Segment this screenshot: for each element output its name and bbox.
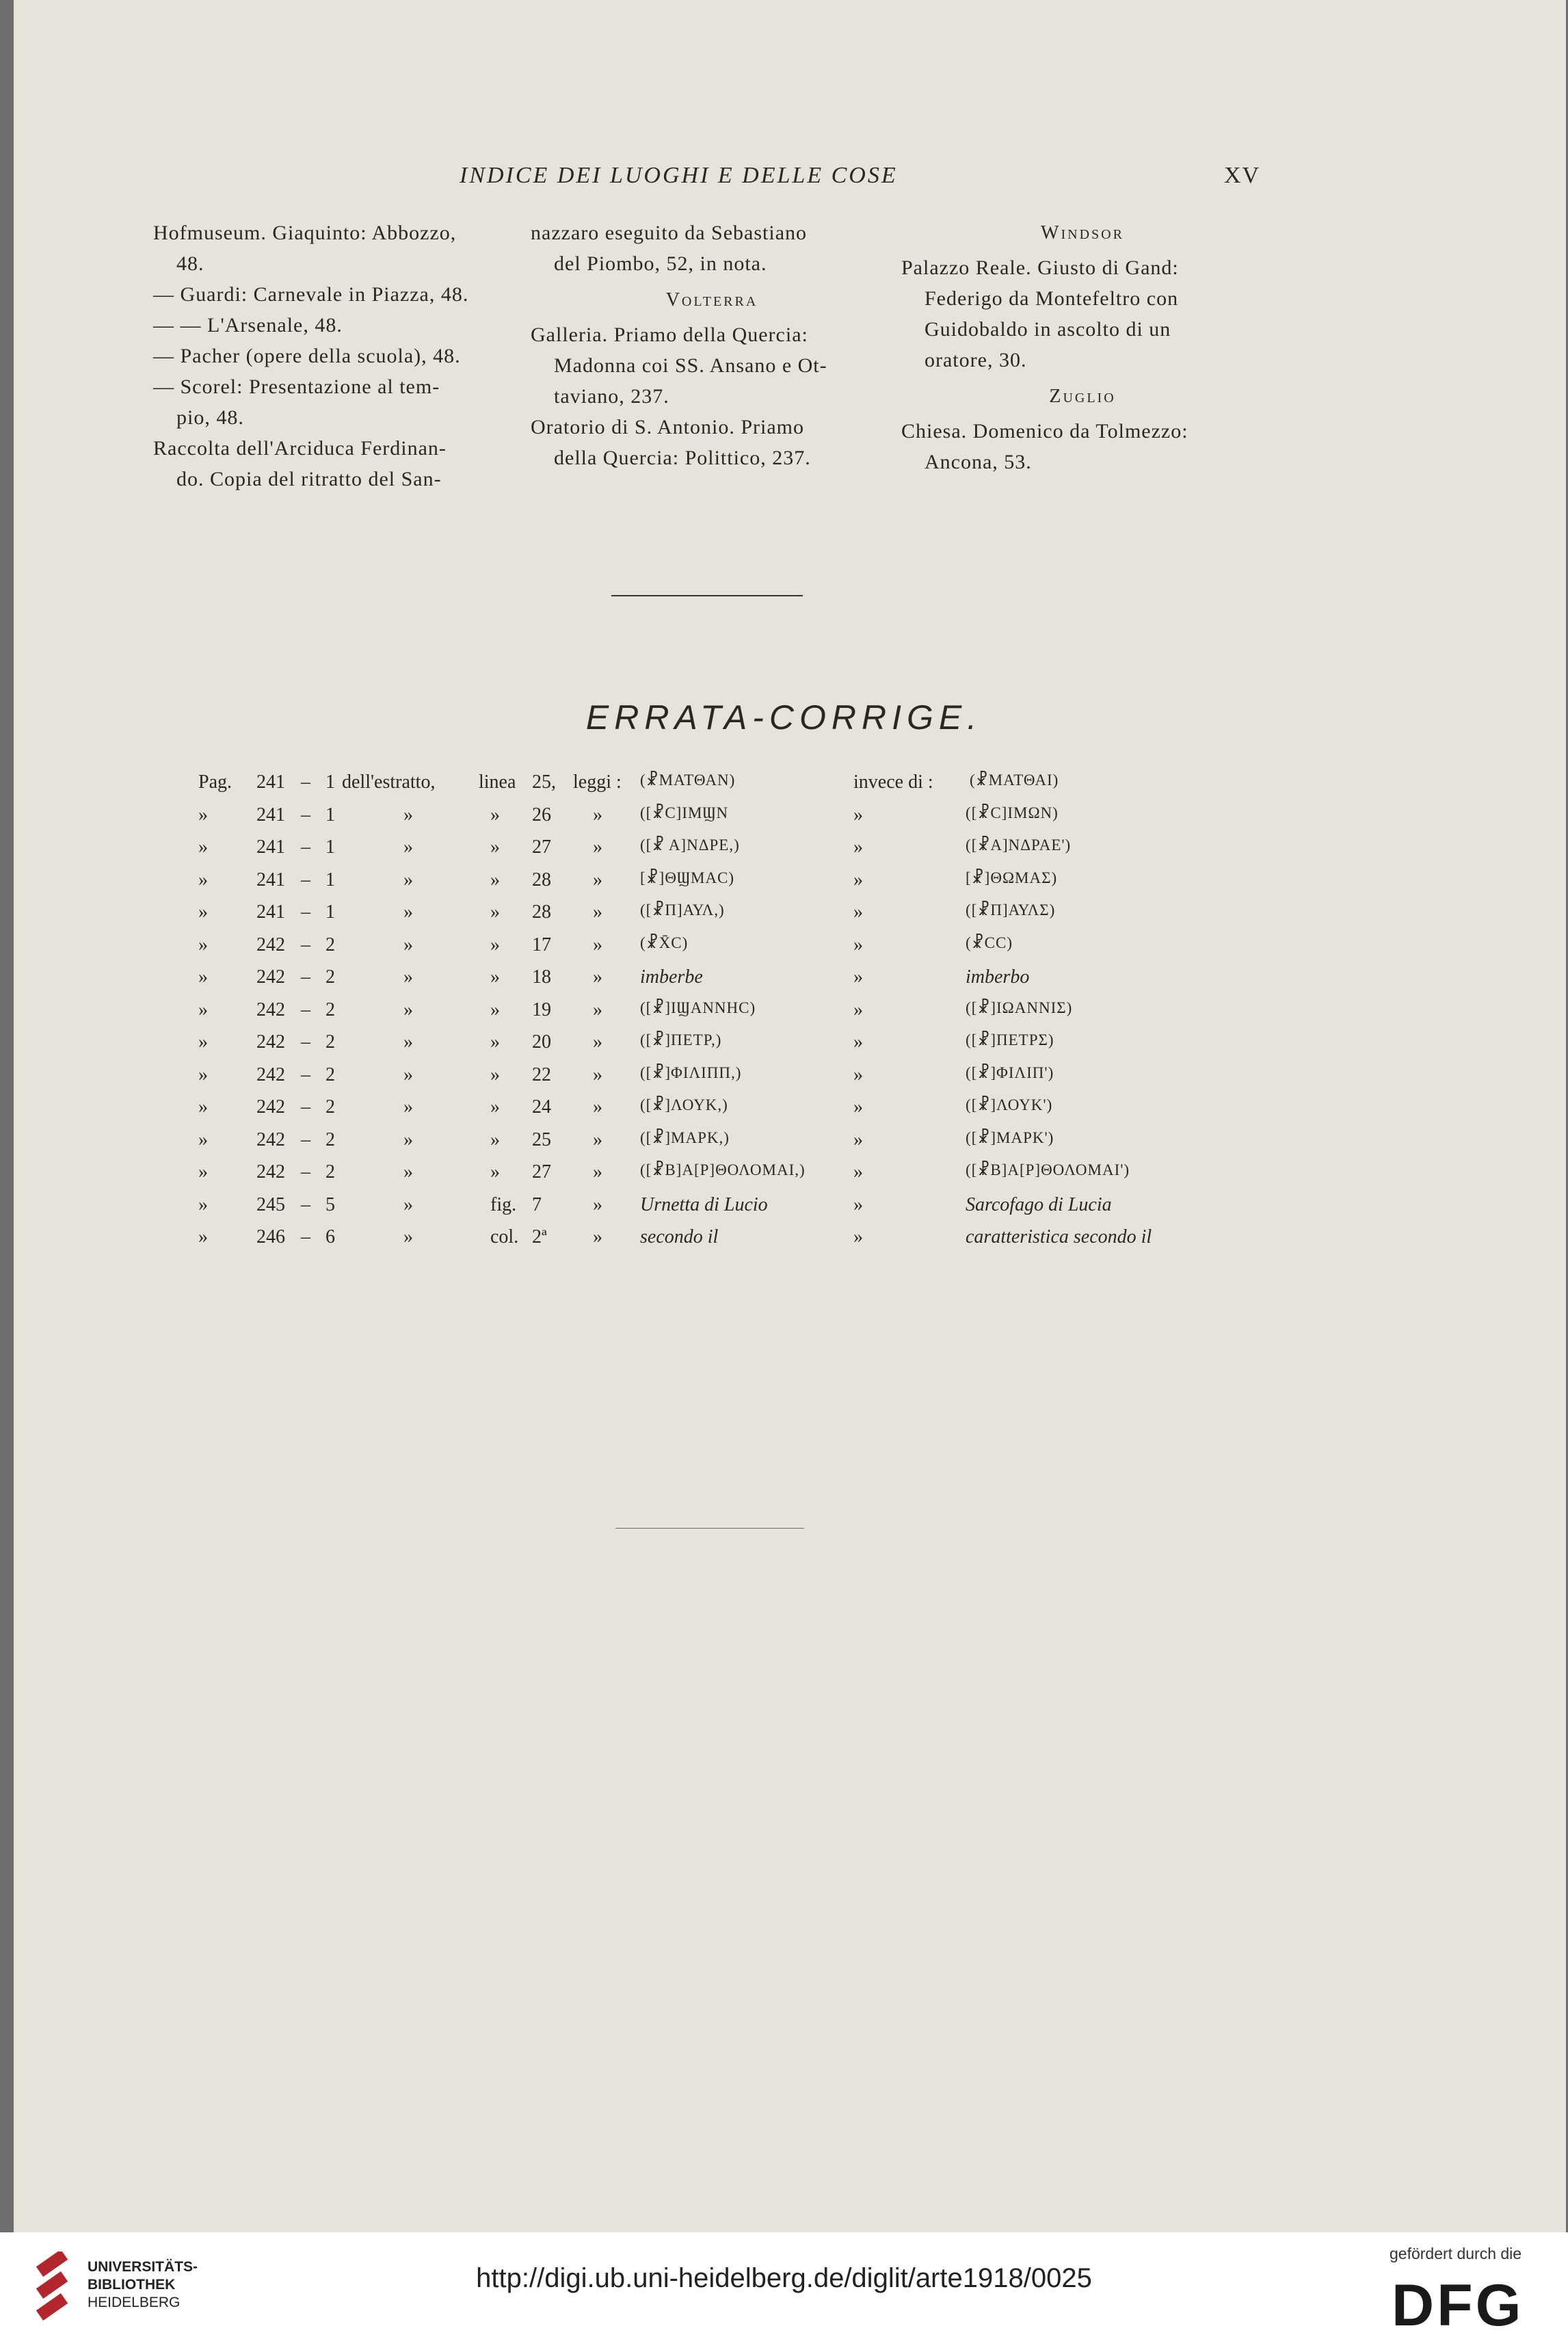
ditto-mark: » [853,934,863,955]
ditto-mark: » [853,1226,863,1247]
col-number: 2 [325,1064,335,1085]
ditto-mark: » [593,869,602,890]
page-ref: 242 [256,1128,285,1150]
ditto-mark: » [198,1161,208,1183]
page-ref: 241 [256,804,285,826]
ditto-mark: » [853,901,863,923]
dash: – [301,1064,310,1085]
place-heading: Volterra [665,289,758,311]
ditto-mark: » [593,1226,602,1247]
linea-label: » [490,836,500,858]
ditto-mark: » [593,1064,602,1085]
col-number: 1 [325,836,335,858]
line-number: 7 [532,1193,542,1215]
page-ref: 242 [256,1161,285,1183]
ditto-mark: » [403,999,413,1020]
correction-text: imberbo [966,966,1030,988]
correction-text: ([☧C]ΙΜΩΝ) [966,804,1059,821]
invece-label: invece di : [853,771,933,793]
ditto-mark: » [198,901,208,923]
dash: – [301,901,310,923]
correction-text: Sarcofago di Lucia [966,1193,1112,1215]
pag-label: Pag. [198,771,232,793]
index-line: Federigo da Montefeltro con [925,287,1179,310]
ditto-mark: » [593,1128,602,1150]
ditto-mark: » [403,901,413,923]
digitization-footer [0,2232,1568,2350]
page-ref: 241 [256,901,285,923]
ditto-mark: » [198,1193,208,1215]
errata-title: ERRATA-CORRIGE. [585,698,983,737]
line-number: 20 [532,1031,551,1053]
index-line: — Pacher (opere della scuola), 48. [153,345,461,367]
linea-label: » [490,1128,500,1150]
line-number: 27 [532,1161,551,1183]
end-divider [615,1528,804,1529]
error-text: [☧]ΘϢΜΑC) [640,869,735,886]
ditto-mark: » [853,966,863,988]
index-line: 48. [176,252,204,275]
place-heading: Windsor [1041,222,1124,243]
ditto-mark: » [403,1128,413,1150]
line-number: 28 [532,869,551,890]
col-number: 2 [325,999,335,1020]
page-ref: 242 [256,966,285,988]
ditto-mark: » [853,1128,863,1150]
linea-label: » [490,999,500,1020]
correction-text: ([☧]ΜΑΡΚ') [966,1128,1054,1146]
ditto-mark: » [593,901,602,923]
funding-text: gefördert durch die [1390,2245,1522,2262]
error-text: (☧X̄C) [640,934,689,951]
index-line: del Piombo, 52, in nota. [554,252,767,275]
dash: – [301,1161,310,1183]
ditto-mark: » [593,934,602,955]
correction-text: ([☧]ΠΕΤΡΣ) [966,1031,1054,1048]
linea-label: » [490,1096,500,1118]
page-ref: 242 [256,999,285,1020]
error-text: ([☧]ΜΑΡΚ,) [640,1128,730,1146]
linea-label: » [490,901,500,923]
index-line: — — L'Arsenale, 48. [153,314,343,336]
page-ref: 241 [256,836,285,858]
correction-text: [☧]ΘΩΜΑΣ) [966,869,1058,886]
line-number: 22 [532,1064,551,1085]
page-ref: 242 [256,1064,285,1085]
ditto-mark: » [403,1096,413,1118]
index-line: Oratorio di S. Antonio. Priamo [531,416,804,438]
index-line: do. Copia del ritratto del San- [176,468,442,490]
ditto-mark: » [403,836,413,858]
ditto-mark: » [853,869,863,890]
col-number: 2 [325,1096,335,1118]
ditto-mark: » [198,869,208,890]
col-number: 5 [325,1193,335,1215]
line-number: 25 [532,1128,551,1150]
ditto-mark: » [198,1064,208,1085]
dash: – [301,804,310,826]
index-line: Chiesa. Domenico da Tolmezzo: [901,420,1188,443]
correction-text: ([☧Β]Α[Ρ]ΘΟΛΟΜΑΙ') [966,1161,1130,1178]
page-ref: 241 [256,869,285,890]
dash: – [301,999,310,1020]
error-text: ([☧C]ΙΜϢΝ [640,804,729,821]
place-heading: Zuglio [1049,386,1116,407]
index-line: pio, 48. [176,406,244,429]
ditto-mark: » [853,1193,863,1215]
correction-text: ([☧Π]ΑΥΛΣ) [966,901,1056,919]
col-number: 2 [325,1161,335,1183]
error-text: (☧ΜΑΤΘΑΝ) [640,771,736,789]
correction-text: (☧ΜΑΤΘΑΙ) [970,771,1059,789]
ditto-mark: » [198,1226,208,1247]
ditto-mark: » [593,804,602,826]
dash: – [301,1193,310,1215]
index-line: Hofmuseum. Giaquinto: Abbozzo, [153,222,457,244]
dash: – [301,836,310,858]
ditto-mark: » [198,836,208,858]
index-line: oratore, 30. [925,349,1027,371]
error-text: Urnetta di Lucio [640,1193,768,1215]
error-text: imberbe [640,966,703,988]
ditto-mark: » [198,966,208,988]
ditto-mark: » [403,804,413,826]
linea-label: » [490,934,500,955]
correction-text: ([☧]ΦΙΛΙΠ') [966,1064,1054,1081]
ditto-mark: » [403,1193,413,1215]
col-number: 2 [325,966,335,988]
error-text: ([☧]ΦΙΛΙΠΠ,) [640,1064,742,1081]
ditto-mark: » [198,1031,208,1053]
dfg-logo: DFG [1392,2273,1524,2338]
line-number: 28 [532,901,551,923]
ditto-mark: » [403,869,413,890]
error-text: ([☧]ΙϢΑΝΝΗC) [640,999,756,1016]
error-text: ([☧]ΠΕΤΡ,) [640,1031,722,1048]
linea-label: linea [479,771,516,793]
page-ref: 242 [256,934,285,955]
library-name-line: BIBLIOTHEK [88,2277,176,2293]
index-line: Palazzo Reale. Giusto di Gand: [901,256,1179,279]
ditto-mark: » [593,966,602,988]
ditto-mark: » [593,1193,602,1215]
col-number: 1 [325,804,335,826]
dash: – [301,1128,310,1150]
line-number: 18 [532,966,551,988]
linea-label: » [490,1031,500,1053]
error-text: ([☧Π]ΑΥΛ,) [640,901,725,919]
line-number: 27 [532,836,551,858]
ditto-mark: » [853,804,863,826]
dash: – [301,1031,310,1053]
line-number: 17 [532,934,551,955]
linea-label: » [490,804,500,826]
linea-label: col. [490,1226,519,1247]
ditto-mark: » [853,999,863,1020]
correction-text: ([☧]ΛΟΥΚ') [966,1096,1053,1113]
ditto-mark: » [198,999,208,1020]
page-ref: 242 [256,1096,285,1118]
ditto-mark: » [198,804,208,826]
page-ref: 242 [256,1031,285,1053]
ditto-mark: » [593,999,602,1020]
source-url[interactable]: http://digi.ub.uni-heidelberg.de/diglit/arte1918/0025 [476,2263,1092,2293]
ditto-mark: » [403,934,413,955]
ditto-mark: » [593,836,602,858]
running-title: INDICE DEI LUOGHI E DELLE COSE [460,163,898,188]
ditto-mark: » [853,1161,863,1183]
ditto-mark: » [403,966,413,988]
col-number: 6 [325,1226,335,1247]
section-divider [611,595,803,596]
error-text: ([☧ Α]ΝΔΡΕ,) [640,836,740,854]
dash: – [301,934,310,955]
linea-label: » [490,869,500,890]
index-line: Galleria. Priamo della Quercia: [531,324,808,346]
leggi-label: leggi : [573,771,622,793]
dash: – [301,869,310,890]
error-text: ([☧]ΛΟΥΚ,) [640,1096,728,1113]
correction-text: ([☧Α]ΝΔΡΑΕ') [966,836,1072,854]
index-line: Guidobaldo in ascolto di un [925,318,1171,341]
index-line: — Scorel: Presentazione al tem- [153,375,440,398]
col-number: 1 [325,771,335,793]
line-number: 26 [532,804,551,826]
linea-label: » [490,1161,500,1183]
index-line: taviano, 237. [554,385,669,408]
line-number: 2ª [532,1226,547,1247]
col-number: 2 [325,934,335,955]
linea-label: » [490,966,500,988]
dash: – [301,966,310,988]
col-number: 1 [325,869,335,890]
page-ref: 245 [256,1193,285,1215]
page-ref: 246 [256,1226,285,1247]
index-line: Ancona, 53. [925,451,1032,473]
line-number: 19 [532,999,551,1020]
library-name-line: UNIVERSITÄTS- [88,2259,198,2275]
ditto-mark: » [198,934,208,955]
col-number: 2 [325,1128,335,1150]
ditto-mark: » [853,836,863,858]
page-number: XV [1224,163,1261,188]
linea-label: fig. [490,1193,517,1215]
index-line: nazzaro eseguito da Sebastiano [531,222,808,244]
index-line: — Guardi: Carnevale in Piazza, 48. [153,283,469,306]
ditto-mark: » [403,1031,413,1053]
index-column-1 [153,217,522,494]
correction-text: ([☧]ΙΩΑΝΝΙΣ) [966,999,1073,1016]
error-text: secondo il [640,1226,719,1247]
ditto-mark: » [853,1096,863,1118]
library-name-line: HEIDELBERG [88,2295,181,2310]
ditto-mark: » [403,1064,413,1085]
ditto-mark: » [853,1031,863,1053]
correction-text: caratteristica secondo il [966,1226,1152,1247]
index-line: Madonna coi SS. Ansano e Ot- [554,354,827,377]
index-line: della Quercia: Polittico, 237. [554,447,811,469]
ditto-mark: » [403,1226,413,1247]
ditto-mark: » [403,1161,413,1183]
line-number: 24 [532,1096,551,1118]
ditto-mark: » [593,1161,602,1183]
index-column-2 [531,217,893,473]
estratto-label: dell'estratto, [342,771,436,793]
ditto-mark: » [198,1096,208,1118]
index-line: Raccolta dell'Arciduca Ferdinan- [153,437,447,460]
line-number: 25, [532,771,556,793]
dash: – [301,1226,310,1247]
ditto-mark: » [593,1031,602,1053]
dash: – [301,771,310,793]
dash: – [301,1096,310,1118]
col-number: 2 [325,1031,335,1053]
page-ref: 241 [256,771,285,793]
index-column-3 [901,217,1264,477]
error-text: ([☧Β]Α[Ρ]ΘΟΛΟΜΑΙ,) [640,1161,806,1178]
ditto-mark: » [853,1064,863,1085]
col-number: 1 [325,901,335,923]
ditto-mark: » [198,1128,208,1150]
correction-text: (☧CC) [966,934,1013,951]
ditto-mark: » [593,1096,602,1118]
linea-label: » [490,1064,500,1085]
running-header [0,163,1568,197]
